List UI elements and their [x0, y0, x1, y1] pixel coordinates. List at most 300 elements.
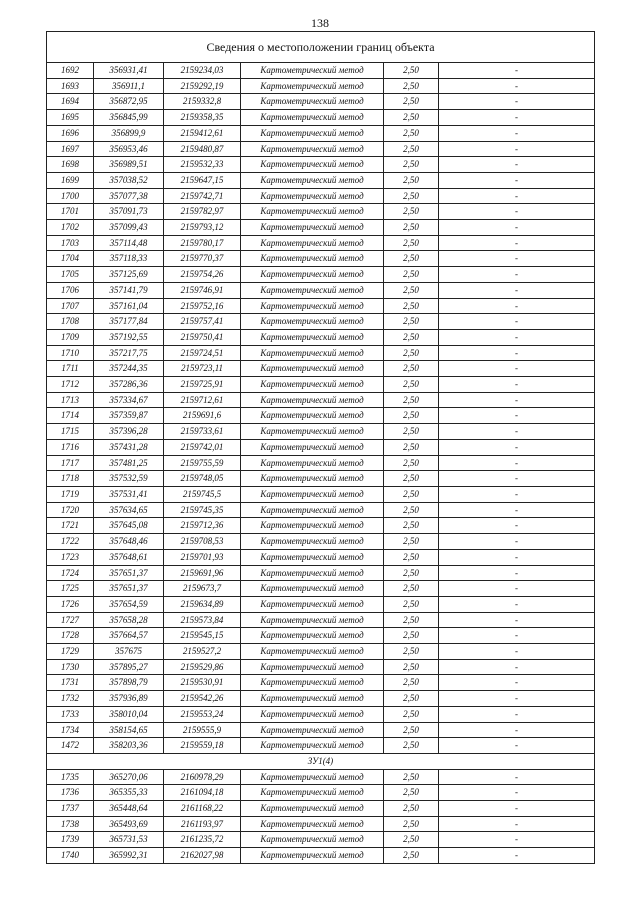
x-coordinate-cell: 357654,59 [94, 596, 164, 612]
table-row [47, 392, 595, 408]
y-coordinate-cell: 2159745,35 [164, 502, 241, 518]
point-number-cell: 1705 [47, 267, 94, 283]
y-coordinate-cell: 2159573,84 [164, 612, 241, 628]
point-number-cell: 1725 [47, 581, 94, 597]
note-cell: - [439, 848, 595, 864]
table-row [47, 188, 595, 204]
y-coordinate-cell: 2159634,89 [164, 596, 241, 612]
note-cell: - [439, 424, 595, 440]
x-coordinate-cell: 356931,41 [94, 63, 164, 79]
note-cell: - [439, 486, 595, 502]
note-cell: - [439, 471, 595, 487]
accuracy-cell: 2,50 [384, 644, 439, 660]
y-coordinate-cell: 2159724,51 [164, 345, 241, 361]
y-coordinate-cell: 2159733,61 [164, 424, 241, 440]
point-number-cell: 1739 [47, 832, 94, 848]
x-coordinate-cell: 365448,64 [94, 801, 164, 817]
y-coordinate-cell: 2159691,6 [164, 408, 241, 424]
y-coordinate-cell: 2159647,15 [164, 172, 241, 188]
point-number-cell: 1727 [47, 612, 94, 628]
note-cell: - [439, 644, 595, 660]
x-coordinate-cell: 357664,57 [94, 628, 164, 644]
note-cell: - [439, 329, 595, 345]
accuracy-cell: 2,50 [384, 848, 439, 864]
x-coordinate-cell: 356899,9 [94, 125, 164, 141]
method-cell: Картометрический метод [241, 769, 384, 785]
method-cell: Картометрический метод [241, 596, 384, 612]
y-coordinate-cell: 2159545,15 [164, 628, 241, 644]
point-number-cell: 1729 [47, 644, 94, 660]
x-coordinate-cell: 357125,69 [94, 267, 164, 283]
table-row [47, 816, 595, 832]
point-number-cell: 1738 [47, 816, 94, 832]
table-row [47, 534, 595, 550]
accuracy-cell: 2,50 [384, 785, 439, 801]
point-number-cell: 1710 [47, 345, 94, 361]
point-number-cell: 1698 [47, 157, 94, 173]
method-cell: Картометрический метод [241, 612, 384, 628]
table-row [47, 314, 595, 330]
point-number-cell: 1713 [47, 392, 94, 408]
y-coordinate-cell: 2159480,87 [164, 141, 241, 157]
table-row [47, 361, 595, 377]
x-coordinate-cell: 358154,65 [94, 722, 164, 738]
table-row [47, 204, 595, 220]
note-cell: - [439, 534, 595, 550]
table-row [47, 251, 595, 267]
method-cell: Картометрический метод [241, 298, 384, 314]
point-number-cell: 1719 [47, 486, 94, 502]
table-row [47, 94, 595, 110]
accuracy-cell: 2,50 [384, 581, 439, 597]
point-number-cell: 1716 [47, 439, 94, 455]
method-cell: Картометрический метод [241, 785, 384, 801]
table-row [47, 282, 595, 298]
x-coordinate-cell: 357645,08 [94, 518, 164, 534]
note-cell: - [439, 502, 595, 518]
point-number-cell: 1732 [47, 691, 94, 707]
table-row [47, 424, 595, 440]
x-coordinate-cell: 357334,67 [94, 392, 164, 408]
method-cell: Картометрический метод [241, 141, 384, 157]
table-row [47, 769, 595, 785]
method-cell: Картометрический метод [241, 424, 384, 440]
table-row [47, 612, 595, 628]
x-coordinate-cell: 356911,1 [94, 78, 164, 94]
method-cell: Картометрический метод [241, 125, 384, 141]
x-coordinate-cell: 356953,46 [94, 141, 164, 157]
note-cell: - [439, 78, 595, 94]
accuracy-cell: 2,50 [384, 691, 439, 707]
accuracy-cell: 2,50 [384, 801, 439, 817]
boundary-coordinates-table [46, 31, 595, 864]
table-row [47, 125, 595, 141]
table-row [47, 377, 595, 393]
y-coordinate-cell: 2159745,5 [164, 486, 241, 502]
y-coordinate-cell: 2161094,18 [164, 785, 241, 801]
y-coordinate-cell: 2159559,18 [164, 738, 241, 754]
x-coordinate-cell: 356845,99 [94, 110, 164, 126]
accuracy-cell: 2,50 [384, 298, 439, 314]
table-row [47, 486, 595, 502]
note-cell: - [439, 235, 595, 251]
x-coordinate-cell: 357648,46 [94, 534, 164, 550]
y-coordinate-cell: 2159234,03 [164, 63, 241, 79]
accuracy-cell: 2,50 [384, 78, 439, 94]
accuracy-cell: 2,50 [384, 486, 439, 502]
point-number-cell: 1704 [47, 251, 94, 267]
section-label: ЗУ1(4) [47, 753, 595, 769]
accuracy-cell: 2,50 [384, 204, 439, 220]
point-number-cell: 1733 [47, 706, 94, 722]
accuracy-cell: 2,50 [384, 439, 439, 455]
method-cell: Картометрический метод [241, 329, 384, 345]
x-coordinate-cell: 357118,33 [94, 251, 164, 267]
table-row [47, 848, 595, 864]
method-cell: Картометрический метод [241, 188, 384, 204]
y-coordinate-cell: 2161168,22 [164, 801, 241, 817]
accuracy-cell: 2,50 [384, 549, 439, 565]
table-row [47, 471, 595, 487]
y-coordinate-cell: 2159701,93 [164, 549, 241, 565]
point-number-cell: 1709 [47, 329, 94, 345]
section-row [47, 753, 595, 769]
note-cell: - [439, 628, 595, 644]
y-coordinate-cell: 2159752,16 [164, 298, 241, 314]
accuracy-cell: 2,50 [384, 816, 439, 832]
x-coordinate-cell: 357192,55 [94, 329, 164, 345]
point-number-cell: 1712 [47, 377, 94, 393]
method-cell: Картометрический метод [241, 78, 384, 94]
accuracy-cell: 2,50 [384, 110, 439, 126]
point-number-cell: 1696 [47, 125, 94, 141]
accuracy-cell: 2,50 [384, 769, 439, 785]
x-coordinate-cell: 357898,79 [94, 675, 164, 691]
table-row [47, 565, 595, 581]
accuracy-cell: 2,50 [384, 612, 439, 628]
note-cell: - [439, 125, 595, 141]
y-coordinate-cell: 2159542,26 [164, 691, 241, 707]
x-coordinate-cell: 357077,38 [94, 188, 164, 204]
accuracy-cell: 2,50 [384, 220, 439, 236]
accuracy-cell: 2,50 [384, 314, 439, 330]
note-cell: - [439, 675, 595, 691]
x-coordinate-cell: 357286,36 [94, 377, 164, 393]
table-row [47, 675, 595, 691]
note-cell: - [439, 361, 595, 377]
x-coordinate-cell: 357532,59 [94, 471, 164, 487]
point-number-cell: 1692 [47, 63, 94, 79]
method-cell: Картометрический метод [241, 235, 384, 251]
method-cell: Картометрический метод [241, 549, 384, 565]
y-coordinate-cell: 2161235,72 [164, 832, 241, 848]
accuracy-cell: 2,50 [384, 424, 439, 440]
point-number-cell: 1740 [47, 848, 94, 864]
note-cell: - [439, 612, 595, 628]
x-coordinate-cell: 365731,53 [94, 832, 164, 848]
method-cell: Картометрический метод [241, 502, 384, 518]
method-cell: Картометрический метод [241, 345, 384, 361]
table-row [47, 722, 595, 738]
x-coordinate-cell: 357141,79 [94, 282, 164, 298]
x-coordinate-cell: 356872,95 [94, 94, 164, 110]
note-cell: - [439, 267, 595, 283]
y-coordinate-cell: 2159673,7 [164, 581, 241, 597]
point-number-cell: 1721 [47, 518, 94, 534]
method-cell: Картометрический метод [241, 722, 384, 738]
accuracy-cell: 2,50 [384, 596, 439, 612]
method-cell: Картометрический метод [241, 455, 384, 471]
method-cell: Картометрический метод [241, 282, 384, 298]
method-cell: Картометрический метод [241, 628, 384, 644]
y-coordinate-cell: 2159708,53 [164, 534, 241, 550]
point-number-cell: 1724 [47, 565, 94, 581]
method-cell: Картометрический метод [241, 816, 384, 832]
note-cell: - [439, 596, 595, 612]
table-row [47, 455, 595, 471]
x-coordinate-cell: 358203,36 [94, 738, 164, 754]
x-coordinate-cell: 357431,28 [94, 439, 164, 455]
note-cell: - [439, 110, 595, 126]
point-number-cell: 1694 [47, 94, 94, 110]
point-number-cell: 1730 [47, 659, 94, 675]
x-coordinate-cell: 357177,84 [94, 314, 164, 330]
accuracy-cell: 2,50 [384, 188, 439, 204]
note-cell: - [439, 282, 595, 298]
page-number: 138 [311, 16, 329, 30]
table-row [47, 801, 595, 817]
point-number-cell: 1708 [47, 314, 94, 330]
y-coordinate-cell: 2159757,41 [164, 314, 241, 330]
note-cell: - [439, 722, 595, 738]
x-coordinate-cell: 357244,35 [94, 361, 164, 377]
note-cell: - [439, 392, 595, 408]
y-coordinate-cell: 2159691,96 [164, 565, 241, 581]
y-coordinate-cell: 2159532,33 [164, 157, 241, 173]
y-coordinate-cell: 2159725,91 [164, 377, 241, 393]
method-cell: Картометрический метод [241, 267, 384, 283]
y-coordinate-cell: 2159770,37 [164, 251, 241, 267]
accuracy-cell: 2,50 [384, 282, 439, 298]
accuracy-cell: 2,50 [384, 706, 439, 722]
x-coordinate-cell: 365992,31 [94, 848, 164, 864]
table-row [47, 596, 595, 612]
table-title-row [47, 32, 595, 63]
method-cell: Картометрический метод [241, 581, 384, 597]
x-coordinate-cell: 358010,04 [94, 706, 164, 722]
note-cell: - [439, 204, 595, 220]
accuracy-cell: 2,50 [384, 659, 439, 675]
x-coordinate-cell: 357895,27 [94, 659, 164, 675]
table-row [47, 141, 595, 157]
point-number-cell: 1717 [47, 455, 94, 471]
point-number-cell: 1707 [47, 298, 94, 314]
x-coordinate-cell: 365493,69 [94, 816, 164, 832]
method-cell: Картометрический метод [241, 251, 384, 267]
y-coordinate-cell: 2159742,01 [164, 439, 241, 455]
note-cell: - [439, 188, 595, 204]
table-row [47, 235, 595, 251]
y-coordinate-cell: 2159793,12 [164, 220, 241, 236]
y-coordinate-cell: 2159332,8 [164, 94, 241, 110]
note-cell: - [439, 518, 595, 534]
method-cell: Картометрический метод [241, 471, 384, 487]
table-row [47, 581, 595, 597]
table-row [47, 439, 595, 455]
x-coordinate-cell: 357481,25 [94, 455, 164, 471]
accuracy-cell: 2,50 [384, 722, 439, 738]
method-cell: Картометрический метод [241, 377, 384, 393]
accuracy-cell: 2,50 [384, 235, 439, 251]
y-coordinate-cell: 2161193,97 [164, 816, 241, 832]
table-row [47, 172, 595, 188]
y-coordinate-cell: 2159358,35 [164, 110, 241, 126]
accuracy-cell: 2,50 [384, 125, 439, 141]
x-coordinate-cell: 357038,52 [94, 172, 164, 188]
note-cell: - [439, 377, 595, 393]
method-cell: Картометрический метод [241, 361, 384, 377]
note-cell: - [439, 769, 595, 785]
point-number-cell: 1472 [47, 738, 94, 754]
y-coordinate-cell: 2159723,11 [164, 361, 241, 377]
note-cell: - [439, 63, 595, 79]
point-number-cell: 1736 [47, 785, 94, 801]
table-row [47, 408, 595, 424]
accuracy-cell: 2,50 [384, 172, 439, 188]
note-cell: - [439, 220, 595, 236]
accuracy-cell: 2,50 [384, 251, 439, 267]
x-coordinate-cell: 357217,75 [94, 345, 164, 361]
method-cell: Картометрический метод [241, 706, 384, 722]
method-cell: Картометрический метод [241, 565, 384, 581]
point-number-cell: 1714 [47, 408, 94, 424]
accuracy-cell: 2,50 [384, 534, 439, 550]
table-row [47, 691, 595, 707]
method-cell: Картометрический метод [241, 94, 384, 110]
method-cell: Картометрический метод [241, 63, 384, 79]
table-row [47, 518, 595, 534]
x-coordinate-cell: 357634,65 [94, 502, 164, 518]
x-coordinate-cell: 365270,06 [94, 769, 164, 785]
x-coordinate-cell: 356989,51 [94, 157, 164, 173]
x-coordinate-cell: 357531,41 [94, 486, 164, 502]
method-cell: Картометрический метод [241, 832, 384, 848]
y-coordinate-cell: 2159712,61 [164, 392, 241, 408]
method-cell: Картометрический метод [241, 408, 384, 424]
point-number-cell: 1693 [47, 78, 94, 94]
x-coordinate-cell: 357091,73 [94, 204, 164, 220]
accuracy-cell: 2,50 [384, 471, 439, 487]
note-cell: - [439, 251, 595, 267]
point-number-cell: 1702 [47, 220, 94, 236]
point-number-cell: 1718 [47, 471, 94, 487]
accuracy-cell: 2,50 [384, 141, 439, 157]
note-cell: - [439, 408, 595, 424]
y-coordinate-cell: 2159782,97 [164, 204, 241, 220]
note-cell: - [439, 157, 595, 173]
point-number-cell: 1735 [47, 769, 94, 785]
note-cell: - [439, 345, 595, 361]
table-row [47, 220, 595, 236]
table-row [47, 628, 595, 644]
y-coordinate-cell: 2159553,24 [164, 706, 241, 722]
accuracy-cell: 2,50 [384, 329, 439, 345]
method-cell: Картометрический метод [241, 738, 384, 754]
x-coordinate-cell: 357936,89 [94, 691, 164, 707]
method-cell: Картометрический метод [241, 691, 384, 707]
method-cell: Картометрический метод [241, 439, 384, 455]
table-row [47, 706, 595, 722]
table-row [47, 345, 595, 361]
note-cell: - [439, 691, 595, 707]
note-cell: - [439, 706, 595, 722]
note-cell: - [439, 659, 595, 675]
x-coordinate-cell: 357359,87 [94, 408, 164, 424]
accuracy-cell: 2,50 [384, 408, 439, 424]
method-cell: Картометрический метод [241, 172, 384, 188]
method-cell: Картометрический метод [241, 848, 384, 864]
method-cell: Картометрический метод [241, 110, 384, 126]
table-title: Сведения о местоположении границ объекта [47, 32, 595, 63]
method-cell: Картометрический метод [241, 675, 384, 691]
table-row [47, 738, 595, 754]
note-cell: - [439, 801, 595, 817]
y-coordinate-cell: 2160978,29 [164, 769, 241, 785]
point-number-cell: 1723 [47, 549, 94, 565]
point-number-cell: 1728 [47, 628, 94, 644]
note-cell: - [439, 565, 595, 581]
accuracy-cell: 2,50 [384, 628, 439, 644]
y-coordinate-cell: 2159742,71 [164, 188, 241, 204]
accuracy-cell: 2,50 [384, 94, 439, 110]
point-number-cell: 1700 [47, 188, 94, 204]
accuracy-cell: 2,50 [384, 455, 439, 471]
point-number-cell: 1695 [47, 110, 94, 126]
accuracy-cell: 2,50 [384, 63, 439, 79]
accuracy-cell: 2,50 [384, 361, 439, 377]
method-cell: Картометрический метод [241, 157, 384, 173]
method-cell: Картометрический метод [241, 220, 384, 236]
x-coordinate-cell: 357651,37 [94, 565, 164, 581]
note-cell: - [439, 549, 595, 565]
point-number-cell: 1737 [47, 801, 94, 817]
y-coordinate-cell: 2159755,59 [164, 455, 241, 471]
note-cell: - [439, 785, 595, 801]
y-coordinate-cell: 2159529,86 [164, 659, 241, 675]
note-cell: - [439, 581, 595, 597]
point-number-cell: 1701 [47, 204, 94, 220]
accuracy-cell: 2,50 [384, 392, 439, 408]
note-cell: - [439, 314, 595, 330]
note-cell: - [439, 439, 595, 455]
accuracy-cell: 2,50 [384, 832, 439, 848]
point-number-cell: 1711 [47, 361, 94, 377]
y-coordinate-cell: 2159748,05 [164, 471, 241, 487]
y-coordinate-cell: 2162027,98 [164, 848, 241, 864]
point-number-cell: 1722 [47, 534, 94, 550]
table-row [47, 267, 595, 283]
y-coordinate-cell: 2159712,36 [164, 518, 241, 534]
x-coordinate-cell: 365355,33 [94, 785, 164, 801]
table-row [47, 110, 595, 126]
accuracy-cell: 2,50 [384, 157, 439, 173]
y-coordinate-cell: 2159754,26 [164, 267, 241, 283]
method-cell: Картометрический метод [241, 518, 384, 534]
note-cell: - [439, 455, 595, 471]
accuracy-cell: 2,50 [384, 345, 439, 361]
accuracy-cell: 2,50 [384, 518, 439, 534]
method-cell: Картометрический метод [241, 801, 384, 817]
